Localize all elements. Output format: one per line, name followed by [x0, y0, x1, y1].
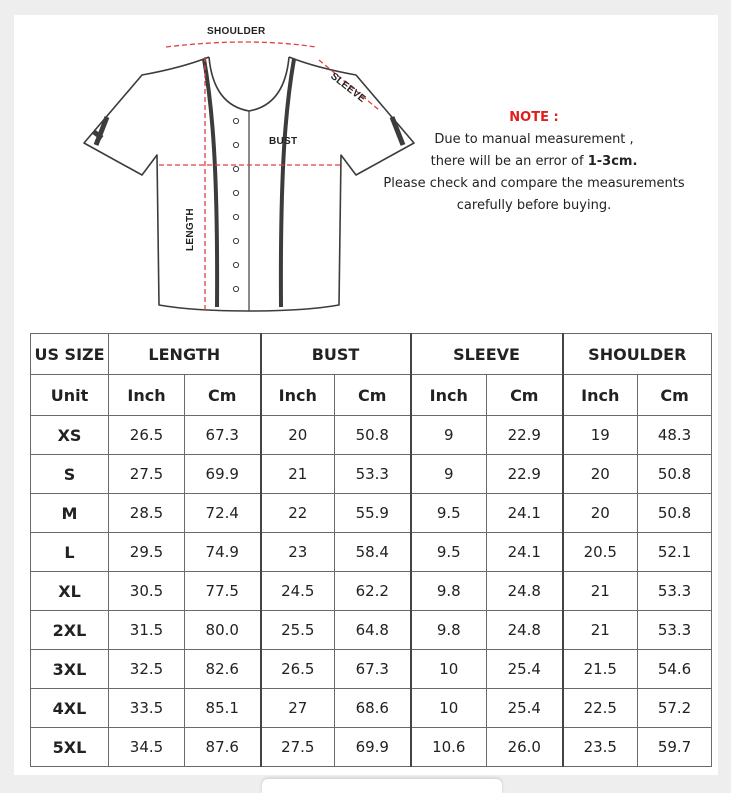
table-row — [31, 650, 712, 689]
header-bust: BUST — [261, 334, 411, 375]
note-error-range: 1-3cm. — [587, 154, 638, 169]
header-us-size: US SIZE — [31, 334, 109, 375]
cell-length-in: 29.5 — [109, 533, 185, 572]
size-cell: 3XL — [31, 650, 109, 689]
cell-length-in: 28.5 — [109, 494, 185, 533]
cell-length-in: 31.5 — [109, 611, 185, 650]
unit-shoulder-cm: Cm — [638, 375, 712, 416]
cell-shoulder-in: 20 — [563, 455, 638, 494]
cell-sleeve-cm: 25.4 — [487, 650, 563, 689]
size-cell: XL — [31, 572, 109, 611]
cell-shoulder-cm: 53.3 — [638, 572, 712, 611]
bust-label: BUST — [269, 136, 298, 147]
table-row — [31, 494, 712, 533]
cell-length-in: 33.5 — [109, 689, 185, 728]
cell-sleeve-cm: 22.9 — [487, 455, 563, 494]
note-line-2-text: there will be an error of — [430, 154, 588, 169]
cell-sleeve-in: 9.5 — [411, 494, 487, 533]
table-row — [31, 533, 712, 572]
cell-shoulder-cm: 59.7 — [638, 728, 712, 767]
cell-shoulder-cm: 54.6 — [638, 650, 712, 689]
table-row — [31, 416, 712, 455]
cell-length-cm: 80.0 — [185, 611, 261, 650]
cell-length-cm: 74.9 — [185, 533, 261, 572]
cell-bust-cm: 53.3 — [335, 455, 411, 494]
size-table — [30, 333, 712, 767]
cell-bust-cm: 55.9 — [335, 494, 411, 533]
header-shoulder: SHOULDER — [563, 334, 712, 375]
cell-shoulder-cm: 53.3 — [638, 611, 712, 650]
cell-shoulder-in: 20 — [563, 494, 638, 533]
cell-bust-in: 24.5 — [261, 572, 335, 611]
cell-sleeve-in: 9.8 — [411, 611, 487, 650]
bottom-sheet-handle — [262, 779, 502, 793]
cell-shoulder-cm: 57.2 — [638, 689, 712, 728]
cell-shoulder-in: 20.5 — [563, 533, 638, 572]
cell-sleeve-in: 10 — [411, 650, 487, 689]
cell-length-in: 34.5 — [109, 728, 185, 767]
unit-bust-cm: Cm — [335, 375, 411, 416]
size-chart-card — [14, 15, 718, 775]
table-row — [31, 572, 712, 611]
cell-bust-in: 26.5 — [261, 650, 335, 689]
header-length: LENGTH — [109, 334, 261, 375]
cell-shoulder-cm: 50.8 — [638, 494, 712, 533]
cell-sleeve-in: 9.5 — [411, 533, 487, 572]
cell-sleeve-cm: 26.0 — [487, 728, 563, 767]
cell-bust-in: 27 — [261, 689, 335, 728]
size-rows — [31, 416, 712, 767]
cell-sleeve-in: 9 — [411, 416, 487, 455]
note-line-1: Due to manual measurement , — [434, 132, 634, 147]
unit-length-inch: Inch — [109, 375, 185, 416]
cell-bust-in: 23 — [261, 533, 335, 572]
cell-shoulder-in: 19 — [563, 416, 638, 455]
cell-sleeve-cm: 24.1 — [487, 533, 563, 572]
note-line-3: Please check and compare the measurements — [383, 176, 685, 191]
table-row — [31, 611, 712, 650]
size-cell: 4XL — [31, 689, 109, 728]
cell-bust-cm: 67.3 — [335, 650, 411, 689]
table-row — [31, 455, 712, 494]
cell-sleeve-cm: 22.9 — [487, 416, 563, 455]
cell-bust-cm: 50.8 — [335, 416, 411, 455]
unit-row — [31, 375, 712, 416]
unit-shoulder-inch: Inch — [563, 375, 638, 416]
cell-bust-cm: 58.4 — [335, 533, 411, 572]
cell-bust-in: 21 — [261, 455, 335, 494]
cell-bust-in: 27.5 — [261, 728, 335, 767]
cell-length-cm: 87.6 — [185, 728, 261, 767]
shoulder-label: SHOULDER — [207, 26, 266, 37]
size-cell: 5XL — [31, 728, 109, 767]
cell-shoulder-in: 22.5 — [563, 689, 638, 728]
cell-length-cm: 72.4 — [185, 494, 261, 533]
header-sleeve: SLEEVE — [411, 334, 563, 375]
table-row — [31, 728, 712, 767]
cell-shoulder-cm: 48.3 — [638, 416, 712, 455]
cell-sleeve-in: 10 — [411, 689, 487, 728]
cell-sleeve-cm: 24.1 — [487, 494, 563, 533]
cell-bust-in: 25.5 — [261, 611, 335, 650]
cell-length-cm: 69.9 — [185, 455, 261, 494]
note-title: NOTE : — [509, 110, 559, 125]
cell-bust-cm: 62.2 — [335, 572, 411, 611]
cell-sleeve-cm: 24.8 — [487, 611, 563, 650]
cell-shoulder-cm: 50.8 — [638, 455, 712, 494]
cell-length-cm: 77.5 — [185, 572, 261, 611]
size-cell: S — [31, 455, 109, 494]
cell-sleeve-cm: 25.4 — [487, 689, 563, 728]
cell-bust-cm: 69.9 — [335, 728, 411, 767]
cell-shoulder-cm: 52.1 — [638, 533, 712, 572]
cell-length-in: 26.5 — [109, 416, 185, 455]
cell-bust-cm: 64.8 — [335, 611, 411, 650]
unit-length-cm: Cm — [185, 375, 261, 416]
cell-sleeve-in: 9.8 — [411, 572, 487, 611]
cell-length-in: 32.5 — [109, 650, 185, 689]
cell-length-in: 30.5 — [109, 572, 185, 611]
cell-shoulder-in: 21.5 — [563, 650, 638, 689]
cell-sleeve-cm: 24.8 — [487, 572, 563, 611]
cell-bust-cm: 68.6 — [335, 689, 411, 728]
cell-shoulder-in: 21 — [563, 611, 638, 650]
measurement-note — [359, 107, 709, 217]
cell-shoulder-in: 23.5 — [563, 728, 638, 767]
cell-sleeve-in: 10.6 — [411, 728, 487, 767]
size-cell: XS — [31, 416, 109, 455]
note-line-4: carefully before buying. — [456, 198, 612, 213]
size-cell: M — [31, 494, 109, 533]
size-cell: L — [31, 533, 109, 572]
cell-shoulder-in: 21 — [563, 572, 638, 611]
unit-bust-inch: Inch — [261, 375, 335, 416]
cell-length-cm: 85.1 — [185, 689, 261, 728]
unit-sleeve-inch: Inch — [411, 375, 487, 416]
unit-sleeve-cm: Cm — [487, 375, 563, 416]
sleeve-label: SLEEVE — [328, 71, 368, 106]
cell-sleeve-in: 9 — [411, 455, 487, 494]
note-line-2 — [359, 151, 709, 173]
length-label: LENGTH — [185, 208, 196, 251]
header-row — [31, 334, 712, 375]
cell-bust-in: 22 — [261, 494, 335, 533]
unit-label: Unit — [31, 375, 109, 416]
cell-length-cm: 82.6 — [185, 650, 261, 689]
cell-length-cm: 67.3 — [185, 416, 261, 455]
cell-length-in: 27.5 — [109, 455, 185, 494]
cell-bust-in: 20 — [261, 416, 335, 455]
size-cell: 2XL — [31, 611, 109, 650]
table-row — [31, 689, 712, 728]
